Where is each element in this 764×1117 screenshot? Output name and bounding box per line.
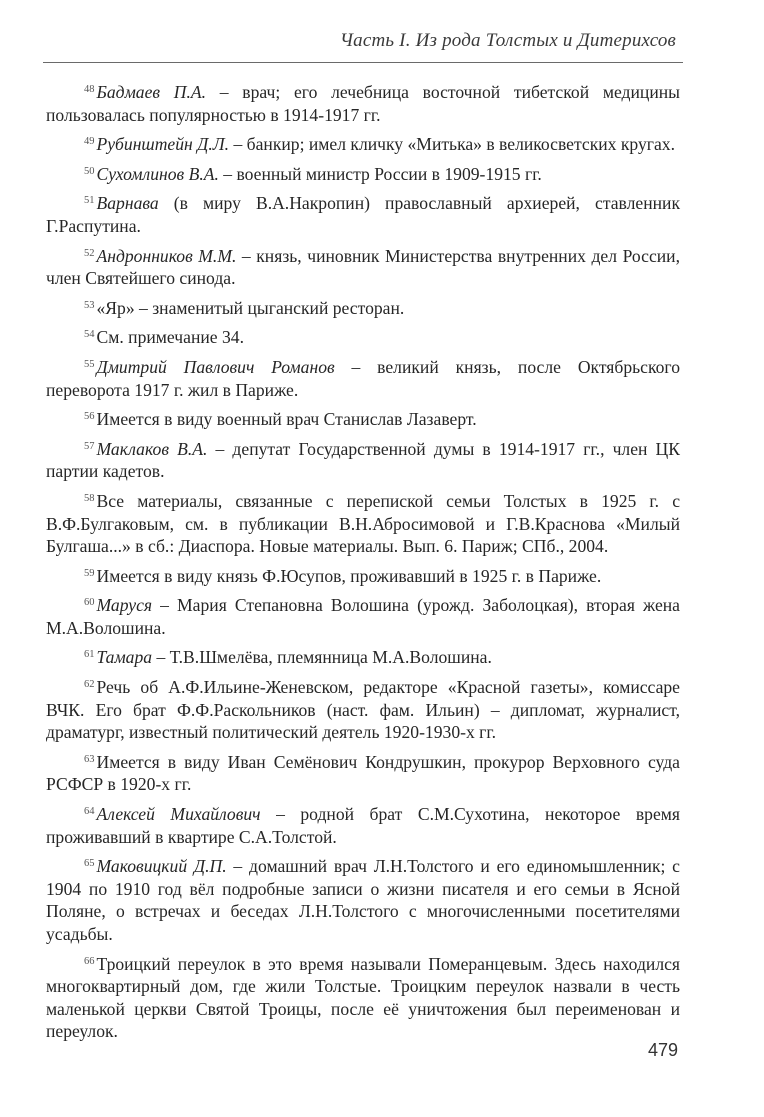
endnote — [46, 644, 680, 669]
endnote — [46, 674, 680, 744]
endnote-text: – банкир; имел кличку «Митька» в великосветских кругах. — [229, 134, 675, 155]
endnote-name: Бадмаев П.А. — [96, 82, 207, 102]
endnote — [46, 592, 680, 639]
endnote-text: – родной брат С.М.Сухотина, некоторое время проживавший в квартире С.А.Толстой. — [46, 804, 680, 847]
endnote-name: Андронников М.М. — [96, 245, 237, 266]
endnote-number: 63 — [84, 753, 95, 765]
page-number: 479 — [647, 1040, 678, 1060]
endnote-number: 50 — [84, 165, 95, 177]
endnote-text: – Т.В.Шмелёва, племянница М.А.Волошина. — [152, 647, 492, 668]
endnote — [46, 243, 680, 290]
endnote-name: Алексей Михайлович — [96, 804, 261, 825]
endnote — [46, 749, 680, 796]
endnote-text: Речь об А.Ф.Ильине-Женевском, редакторе «Красной газеты», комиссаре ВЧК. Его брат Ф.Ф.Раскольников (наст. фам. Ильин) – дипломат, журналист, драматург, известный политический деятель 1920-1930-х гг. — [46, 677, 680, 743]
endnote — [46, 951, 680, 1043]
endnote-number: 61 — [84, 649, 95, 661]
endnote-number: 64 — [84, 806, 95, 818]
endnote-number: 60 — [84, 597, 95, 609]
endnote-text: Все материалы, связанные с перепиской семьи Толстых в 1925 г. с В.Ф.Булгаковым, см. в публикации В.Н.Абросимовой и Г.В.Краснова «Милый Булгаша...» в сб.: Диаспора. Новые материалы. Вып. 6. Париж; СПб., 2004. — [46, 490, 680, 557]
endnote-number: 52 — [84, 247, 95, 259]
endnote-number: 58 — [84, 492, 95, 504]
endnote — [46, 190, 680, 237]
endnote-text: – врач; его лечебница восточной тибетской медицины пользовалась популярностью в 1914-1917 гг. — [46, 82, 680, 125]
endnote-text: – Мария Степановна Волошина (урожд. Заболоцкая), вторая жена М.А.Волошина. — [46, 595, 680, 638]
endnotes-list — [46, 79, 680, 1043]
endnote-text: – домашний врач Л.Н.Толстого и его единомышленник; с 1904 по 1910 год вёл подробные записи о жизни писателя и его семьи в Ясной Поляне, о встречах и беседах Л.Н.Толстого с многочисленными посетителями усадьбы. — [46, 856, 680, 944]
endnote-number: 56 — [84, 411, 95, 423]
endnote — [46, 801, 680, 848]
endnote-number: 54 — [84, 329, 95, 341]
endnote — [46, 354, 680, 401]
endnote-text: Троицкий переулок в это время называли Померанцевым. Здесь находился многоквартирный дом, где жили Толстые. Троицким переулок назвали в честь маленькой церкви Святой Троицы, после её уничтожения был переименован и переулок. — [46, 953, 680, 1042]
endnote-number: 49 — [84, 136, 95, 148]
endnote-text: Имеется в виду Иван Семёнович Кондрушкин, прокурор Верховного суда РСФСР в 1920-х гг. — [46, 751, 680, 795]
endnote-number: 55 — [84, 358, 95, 370]
endnote-name: Сухомлинов В.А. — [96, 163, 219, 184]
endnote-name: Маклаков В.А. — [96, 438, 208, 459]
endnote-number: 48 — [84, 84, 95, 95]
endnote-name: Варнава — [96, 193, 159, 214]
header-rule — [43, 62, 683, 63]
endnote — [46, 563, 680, 588]
endnote — [46, 131, 680, 156]
endnote-number: 57 — [84, 440, 95, 452]
endnote-text: – князь, чиновник Министерства внутренних дел России, член Святейшего синода. — [46, 245, 680, 289]
endnote-number: 66 — [84, 955, 95, 967]
endnote-text: – депутат Государственной думы в 1914-1917 гг., член ЦК партии кадетов. — [46, 438, 681, 482]
endnote — [46, 853, 680, 945]
endnote-text: – военный министр России в 1909-1915 гг. — [218, 163, 542, 184]
endnote-text: Имеется в виду князь Ф.Юсупов, проживавший в 1925 г. в Париже. — [96, 565, 602, 586]
endnote-text: Имеется в виду военный врач Станислав Лазаверт. — [96, 409, 477, 430]
endnote-text: – великий князь, после Октябрьского переворота 1917 г. жил в Париже. — [46, 356, 680, 400]
endnote — [46, 488, 680, 558]
endnote — [46, 324, 680, 349]
endnote — [46, 295, 680, 320]
running-header: Часть I. Из рода Толстых и Дитерихсов — [339, 30, 676, 51]
endnote-text: (в миру В.А.Накропин) православный архиерей, ставленник Г.Распутина. — [46, 193, 680, 236]
endnote-text: См. примечание 34. — [96, 327, 244, 348]
endnote — [46, 406, 680, 431]
endnote-number: 51 — [84, 195, 95, 207]
endnote — [46, 79, 680, 126]
endnote-name: Тамара — [96, 647, 153, 668]
endnote-number: 62 — [84, 679, 95, 691]
endnote-name: Маруся — [96, 595, 153, 616]
endnote-number: 53 — [84, 299, 95, 311]
endnote-name: Дмитрий Павлович Романов — [96, 356, 335, 377]
endnote — [46, 161, 680, 186]
endnote-name: Рубинштейн Д.Л. — [96, 134, 230, 155]
endnote-name: Маковицкий Д.П. — [96, 856, 227, 877]
endnote-number: 65 — [84, 858, 95, 870]
endnote-text: «Яр» – знаменитый цыганский ресторан. — [96, 297, 405, 318]
endnote-number: 59 — [84, 567, 95, 579]
endnote — [46, 436, 680, 483]
